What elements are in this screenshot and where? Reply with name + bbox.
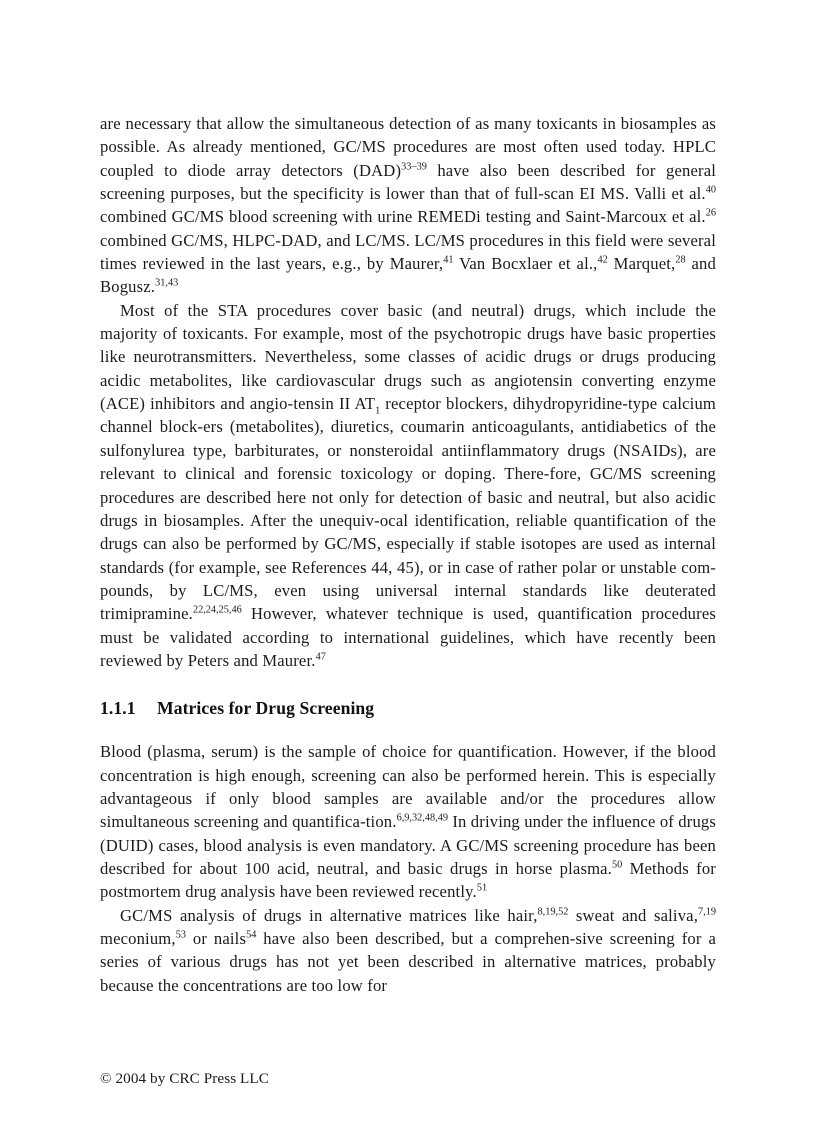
paragraph-blood-matrices: Blood (plasma, serum) is the sample of choice for quantification. However, if the blood concentration is high enough, screening can also be performed herein. This is especially advantageous if only blood samples are available and/or the procedures allow simultaneous screening and quantifica-tion.$^{6,9,32,48,49}$ In driving under the influence of drugs (DUID) cases, blood analysis is even mandatory. A GC/MS screening procedure has been described for about 100 acid, neutral, and basic drugs in horse plasma.$^{50}$ Methods for postmortem drug analysis have been reviewed recently.$^{51}$: [100, 742, 717, 902]
heading-spacer-top: [100, 672, 716, 697]
reference-superscript: 47: [315, 651, 326, 663]
section-heading-title: Matrices for Drug Screening: [157, 698, 375, 719]
paragraph-intro: are necessary that allow the simultaneous detection of as many toxicants in biosamples as possible. As already mentioned, GC/MS procedures are most often used today. HPLC coupled to diode array detectors (DAD)$^{33-39}$ have also been described for general screening purposes, but the specificity is lower than that of full-scan EI MS. Valli et al.$^{40}$ combined GC/MS blood screening with urine REMEDi testing and Saint-Marcoux et al.$^{26}$ combined GC/MS, HLPC-DAD, and LC/MS. LC/MS procedures in this field were several times reviewed in the last years, e.g., by Maurer,$^{41}$ Van Bocxlaer et al.,$^{42}$ Marquet,$^{28}$ and Bogusz.$^{31,43}$: [100, 114, 717, 297]
reference-superscript: 51: [476, 882, 488, 894]
reference-superscript: 6,9,32,48,49: [396, 812, 448, 824]
reference-superscript: 8,19,52: [537, 906, 569, 918]
reference-superscript: 54: [246, 929, 257, 941]
reference-superscript: 26: [705, 207, 716, 219]
reference-superscript: 50: [612, 859, 623, 871]
reference-superscript: 42: [597, 254, 608, 266]
reference-superscript: 28: [675, 254, 686, 266]
reference-superscript: 31,43: [155, 277, 179, 289]
reference-superscript: 33–39: [401, 161, 427, 173]
reference-superscript: 22,24,25,46: [192, 604, 242, 616]
reference-superscript: 7,19: [698, 906, 717, 918]
section-heading-1-1-1: [100, 697, 716, 719]
reference-superscript: 53: [175, 929, 186, 941]
footer-copyright: © 2004 by CRC Press LLC: [100, 1070, 269, 1087]
reference-superscript: 41: [443, 254, 454, 266]
paragraph-sta-procedures: Most of the STA procedures cover basic (and neutral) drugs, which include the majority of toxicants. For example, most of the psychotropic drugs have basic properties like neurotransmitters. Nevertheless, some classes of acidic drugs or drugs producing acidic metabolites, like cardiovascular drugs such as angiotensin converting enzyme (ACE) inhibitors and angio-tensin II $AT_1$ receptor blockers, dihydropyridine-type calcium channel block-ers (metabolites), diuretics, coumarin anticoagulants, antidiabetics of the sulfonylurea type, barbiturates, or nonsteroidal antiinflammatory drugs (NSAIDs), are relevant to clinical and forensic toxicology or doping. There-fore, GC/MS screening procedures are described here not only for detection of basic and neutral, but also acidic drugs in biosamples. After the unequiv-ocal identification, reliable quantification of the drugs can also be performed by GC/MS, especially if stable isotopes are used as internal standards (for example, see References 44, 45), or in case of rather polar or unstable com-pounds, by LC/MS, even using universal internal standards like deuterated trimipramine.$^{22,24,25,46}$ However, whatever technique is used, quantification procedures must be validated according to international guidelines, which have recently been reviewed by Peters and Maurer.$^{47}$: [100, 300, 716, 670]
chemical-subscript: 1: [375, 405, 381, 417]
section-heading-number: 1.1.1: [100, 698, 136, 719]
heading-spacer-bottom: [100, 719, 716, 740]
page-content: [100, 112, 716, 997]
reference-superscript: 40: [705, 184, 716, 196]
paragraph-alternative-matrices: GC/MS analysis of drugs in alternative matrices like hair,$^{8,19,52}$ sweat and saliva,$^{7,19}$ meconium,$^{53}$ or nails$^{54}$ have also been described, but a comprehen-sive screening for a series of various drugs has not yet been described in alternative matrices, probably because the concentrations are too low for: [100, 905, 717, 995]
